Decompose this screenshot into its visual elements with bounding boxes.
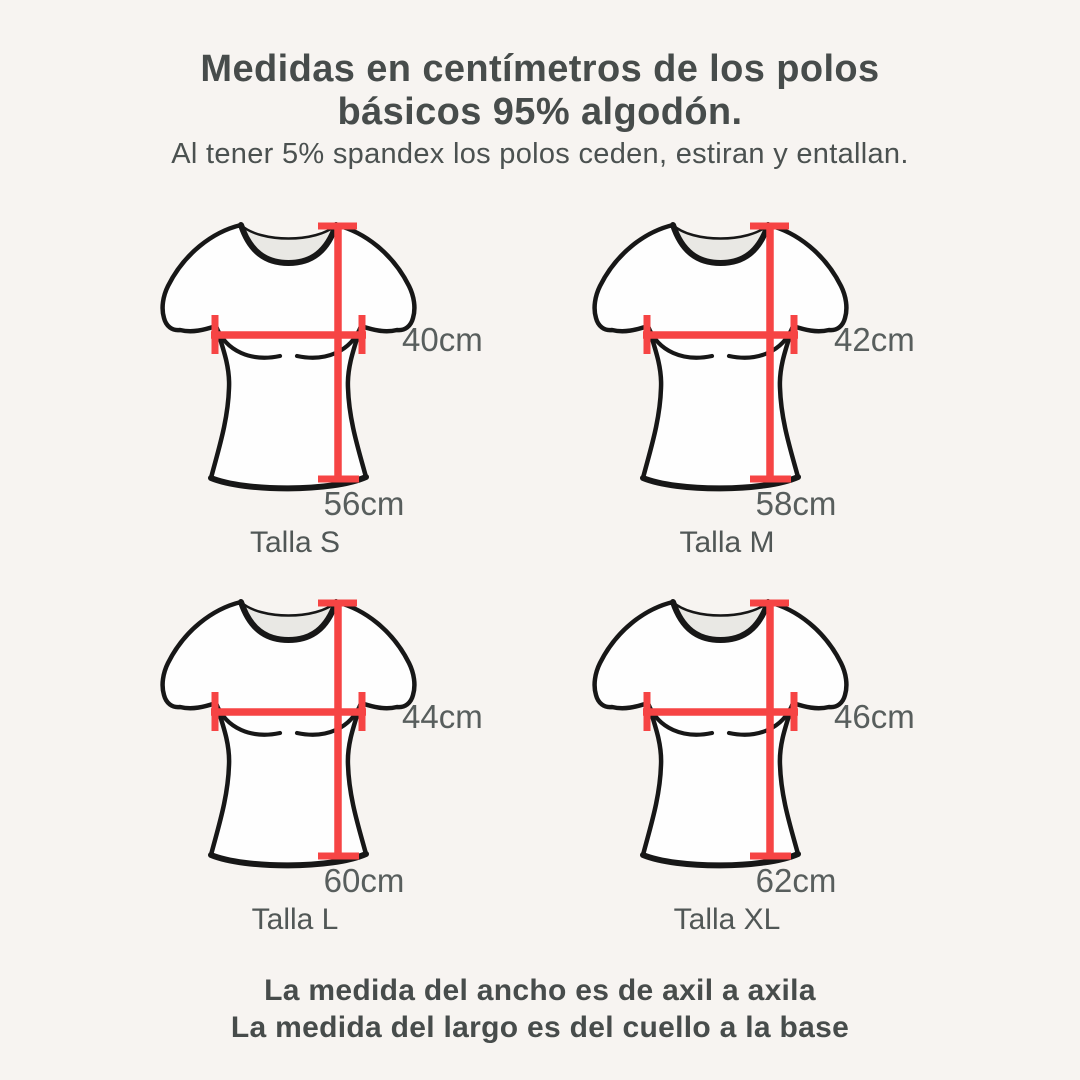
size-name-label: Talla S [249, 526, 341, 559]
page-subtitle: Al tener 5% spandex los polos ceden, estiran y entallan. [171, 138, 909, 170]
size-figure-l [160, 593, 483, 936]
page-title [0, 48, 1080, 134]
tshirt-illustration [160, 216, 416, 492]
footer-notes [0, 972, 1080, 1046]
size-name-label: Talla L [251, 903, 339, 936]
length-measurement-label: 58cm [755, 485, 837, 522]
page-title-line2: básicos 95% algodón. [337, 91, 743, 133]
tshirt-illustration [592, 593, 848, 869]
size-figure-m [592, 216, 915, 559]
tshirt-illustration [592, 216, 848, 492]
length-measurement-label: 60cm [323, 862, 405, 899]
width-measurement-label: 40cm [402, 321, 483, 358]
footer-note-length: La medida del largo es del cuello a la base [230, 1011, 850, 1044]
tshirt-illustration [160, 593, 416, 869]
width-measurement-label: 46cm [834, 698, 915, 735]
width-measurement-label: 44cm [402, 698, 483, 735]
size-name-label: Talla XL [673, 903, 781, 936]
footer-note-width: La medida del ancho es de axil a axila [264, 974, 816, 1007]
size-figure-s [160, 216, 483, 559]
size-figure-xl [592, 593, 915, 936]
width-measurement-label: 42cm [834, 321, 915, 358]
length-measurement-label: 62cm [755, 862, 837, 899]
length-measurement-label: 56cm [323, 485, 405, 522]
page-title-line1: Medidas en centímetros de los polos [200, 48, 880, 90]
size-name-label: Talla M [679, 526, 775, 559]
